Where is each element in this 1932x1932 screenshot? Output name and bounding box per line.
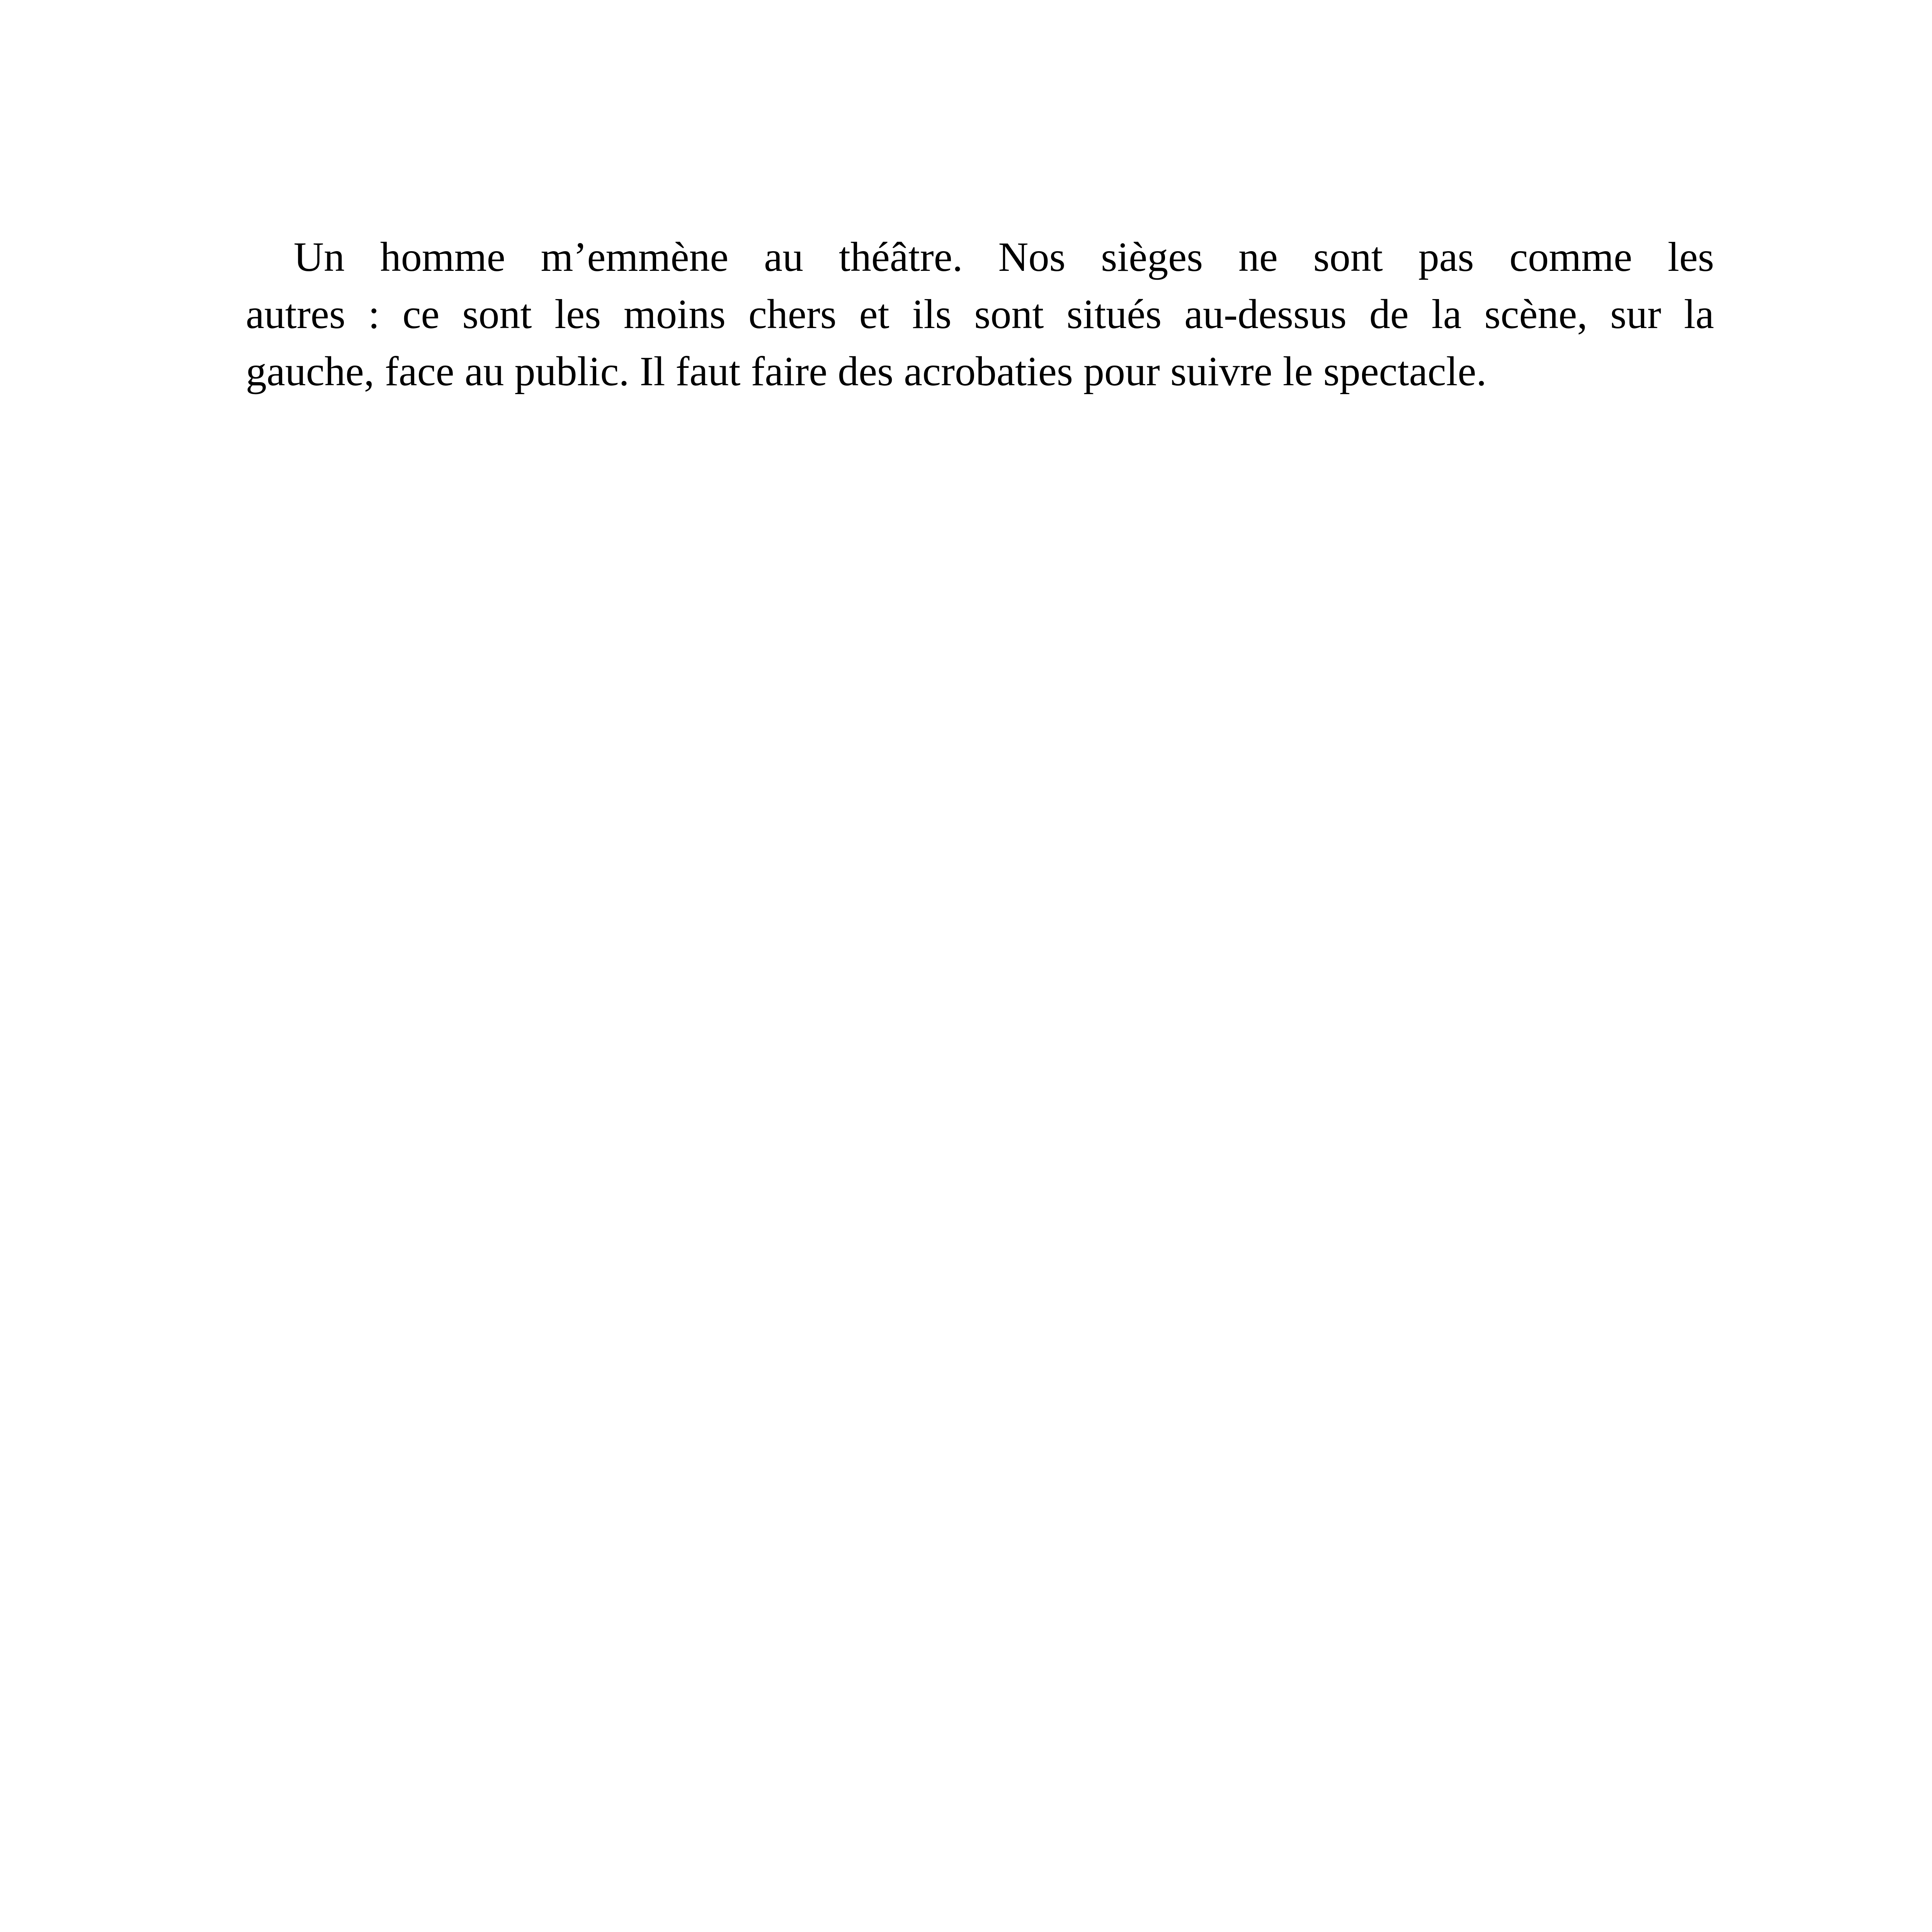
paragraph-line-3: gauche, face au public. Il faut faire des acrobaties pour suivre le spectacle. (246, 349, 1487, 395)
paragraph-line-1: Un homme m’emmène au théâtre. Nos sièges ne sont pas comme les (294, 234, 1714, 280)
body-paragraph (246, 229, 1714, 400)
paragraph-line-2: autres : ce sont les moins chers et ils sont situés au-dessus de la scène, sur la (246, 291, 1714, 337)
